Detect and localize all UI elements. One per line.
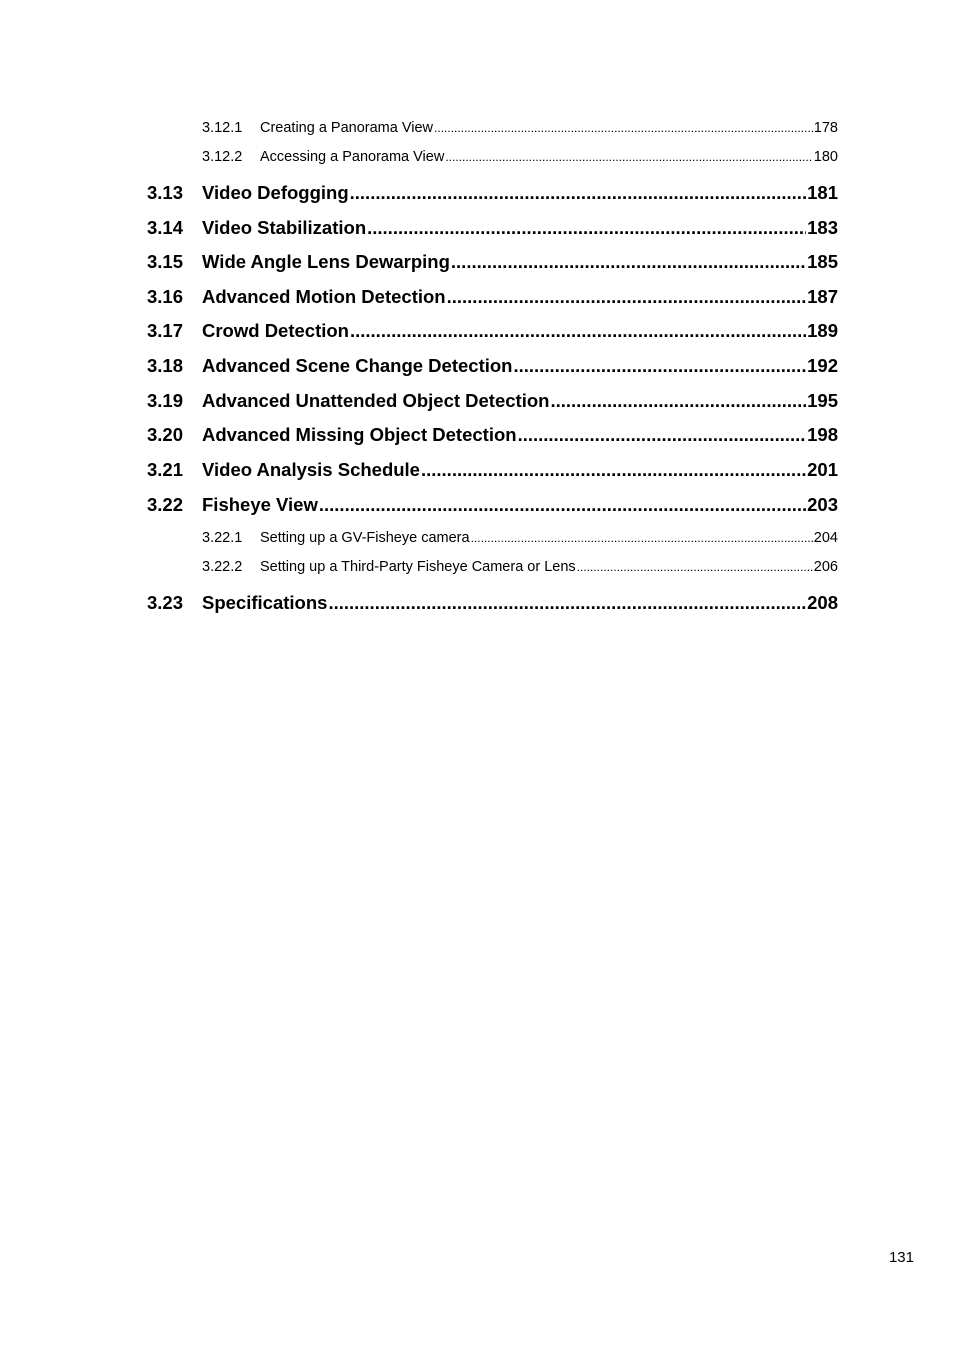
toc-entry-number: 3.15: [147, 251, 184, 272]
toc-entry-title: Advanced Scene Change Detection: [202, 355, 513, 376]
toc-entry-page: 189: [807, 320, 838, 341]
toc-entry-page: 192: [807, 355, 838, 376]
toc-entry-page: 185: [807, 251, 838, 272]
toc-entry-page: 181: [807, 182, 838, 203]
toc-entry[interactable]: [202, 149, 838, 165]
toc-entry-page: 183: [807, 217, 838, 238]
toc-entry-title: Advanced Unattended Object Detection: [202, 390, 550, 411]
toc-entry-number: 3.18: [147, 355, 184, 376]
toc-entry-title: Advanced Motion Detection: [202, 286, 446, 307]
toc-entry-number: 3.14: [147, 217, 184, 238]
toc-dot-leader: [421, 459, 806, 481]
toc-entry-number: 3.17: [147, 320, 184, 341]
toc-dot-leader: [471, 531, 813, 545]
toc-entry-page: 208: [807, 592, 838, 613]
toc-entry-title: Crowd Detection: [202, 320, 349, 341]
toc-dot-leader: [434, 121, 813, 135]
toc-entry-title: Accessing a Panorama View: [260, 149, 445, 165]
toc-dot-leader: [513, 355, 806, 377]
toc-entry[interactable]: [147, 182, 838, 204]
toc-dot-leader: [328, 592, 806, 614]
toc-entry-number: 3.13: [147, 182, 184, 203]
toc-entry-number: 3.20: [147, 424, 184, 445]
toc-entry-page: 195: [807, 390, 838, 411]
toc-entry-page: 203: [807, 494, 838, 515]
toc-entry[interactable]: [147, 459, 838, 481]
toc-entry-page: 198: [807, 424, 838, 445]
toc-entry-page: 206: [813, 559, 838, 575]
toc-entry[interactable]: [147, 424, 838, 446]
toc-entry-page: 187: [807, 286, 838, 307]
toc-entry[interactable]: [147, 320, 838, 342]
toc-entry-number: 3.21: [147, 459, 184, 480]
toc-entry-title: Setting up a Third-Party Fisheye Camera or Lens: [260, 559, 576, 575]
toc-dot-leader: [550, 390, 806, 412]
toc-entry-number: 3.16: [147, 286, 184, 307]
toc-entry[interactable]: [147, 251, 838, 273]
toc-entry-page: 178: [813, 120, 838, 136]
page-number: 131: [888, 1249, 914, 1266]
toc-dot-leader: [577, 560, 813, 574]
toc-entry[interactable]: [202, 120, 838, 136]
toc-dot-leader: [319, 494, 806, 516]
toc-dot-leader: [445, 150, 812, 164]
toc-entry-title: Setting up a GV-Fisheye camera: [260, 530, 470, 546]
toc-entry[interactable]: [202, 530, 838, 546]
toc-entry[interactable]: [147, 355, 838, 377]
toc-entry-number: 3.19: [147, 390, 184, 411]
toc-entry[interactable]: [147, 494, 838, 516]
toc-dot-leader: [447, 286, 807, 308]
toc-entry-title: Advanced Missing Object Detection: [202, 424, 517, 445]
toc-entry-page: 180: [813, 149, 838, 165]
toc-dot-leader: [350, 182, 806, 204]
toc-entry-title: Video Defogging: [202, 182, 349, 203]
toc-entry-title: Specifications: [202, 592, 328, 613]
toc-entry-page: 204: [813, 530, 838, 546]
toc-entry[interactable]: [147, 217, 838, 239]
toc-dot-leader: [518, 424, 807, 446]
toc-entry-number: 3.23: [147, 592, 184, 613]
toc-dot-leader: [451, 251, 806, 273]
toc-entry-title: Wide Angle Lens Dewarping: [202, 251, 450, 272]
toc-entry-page: 201: [807, 459, 838, 480]
toc-entry[interactable]: [147, 592, 838, 614]
toc-entry[interactable]: [147, 286, 838, 308]
toc-dot-leader: [350, 320, 806, 342]
toc-entry-title: Video Analysis Schedule: [202, 459, 420, 480]
toc-entry-number: 3.22.2: [202, 559, 243, 575]
toc-entry[interactable]: [147, 390, 838, 412]
toc-entry[interactable]: [202, 559, 838, 575]
toc-entry-number: 3.22.1: [202, 530, 243, 546]
toc-entry-number: 3.12.2: [202, 149, 243, 165]
toc-entry-title: Creating a Panorama View: [260, 120, 434, 136]
toc-entry-number: 3.22: [147, 494, 184, 515]
toc-entry-number: 3.12.1: [202, 120, 243, 136]
toc-entry-title: Fisheye View: [202, 494, 318, 515]
toc-dot-leader: [367, 217, 806, 239]
toc-entry-title: Video Stabilization: [202, 217, 367, 238]
